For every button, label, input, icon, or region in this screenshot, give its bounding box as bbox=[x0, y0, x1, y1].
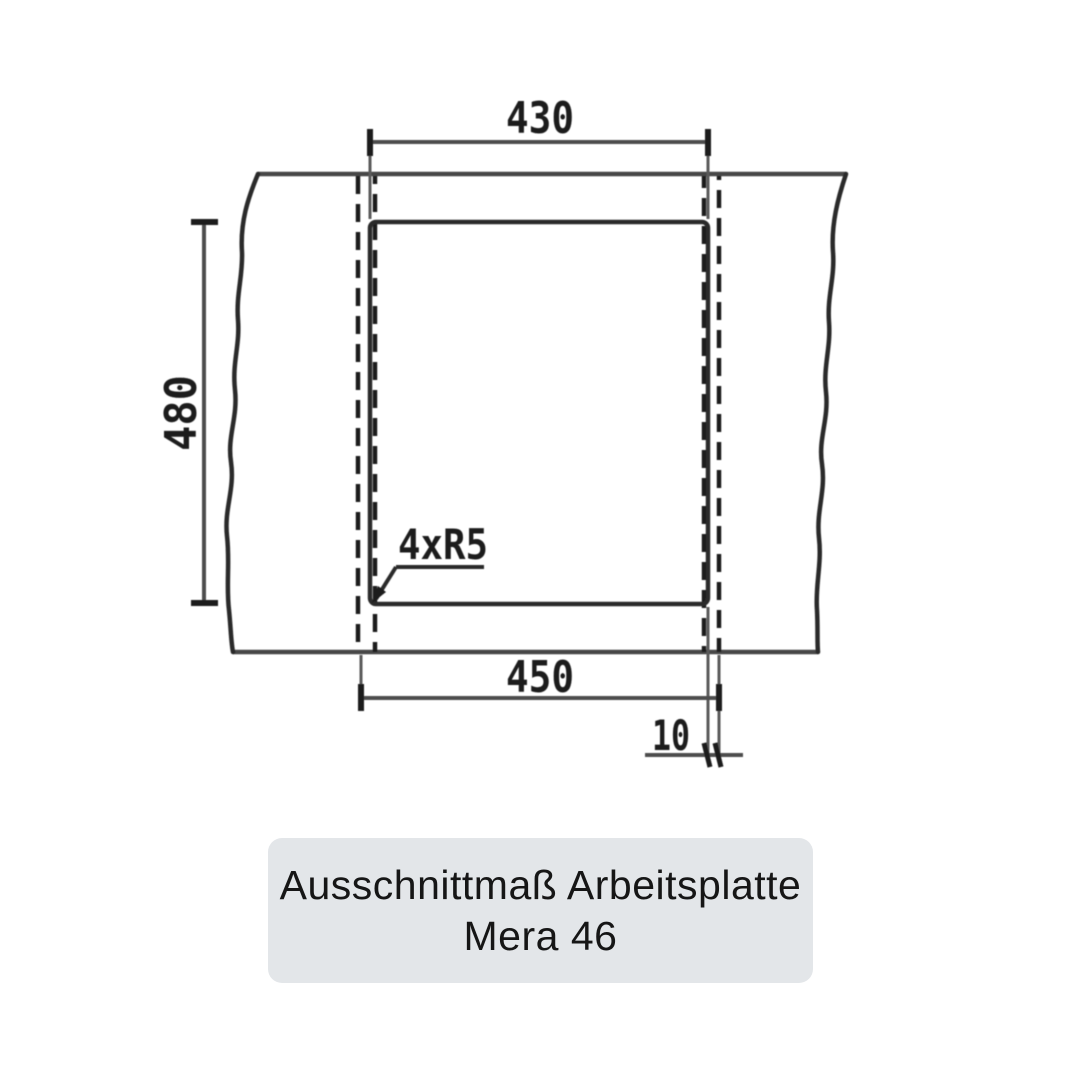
sink-rim-dashed-lines bbox=[358, 176, 719, 652]
caption-line2: Mera 46 bbox=[463, 912, 618, 959]
caption-box bbox=[268, 838, 813, 983]
dimension-ticks bbox=[191, 129, 721, 767]
break-line-right bbox=[817, 174, 846, 652]
break-line-left bbox=[226, 174, 258, 652]
dimension-lines bbox=[204, 142, 743, 755]
worktop-panel-outline bbox=[233, 174, 846, 652]
dim-height-label: 480 bbox=[156, 371, 207, 451]
dim-offset-label: 10 bbox=[652, 711, 690, 760]
dim-top-label: 430 bbox=[506, 93, 574, 144]
break-lines bbox=[226, 174, 846, 652]
dim-bottom-label: 450 bbox=[506, 652, 574, 703]
caption-line1: Ausschnittmaß Arbeitsplatte bbox=[279, 861, 802, 908]
corner-radius-label: 4xR5 bbox=[398, 520, 488, 569]
corner-radius-leader bbox=[372, 567, 484, 603]
